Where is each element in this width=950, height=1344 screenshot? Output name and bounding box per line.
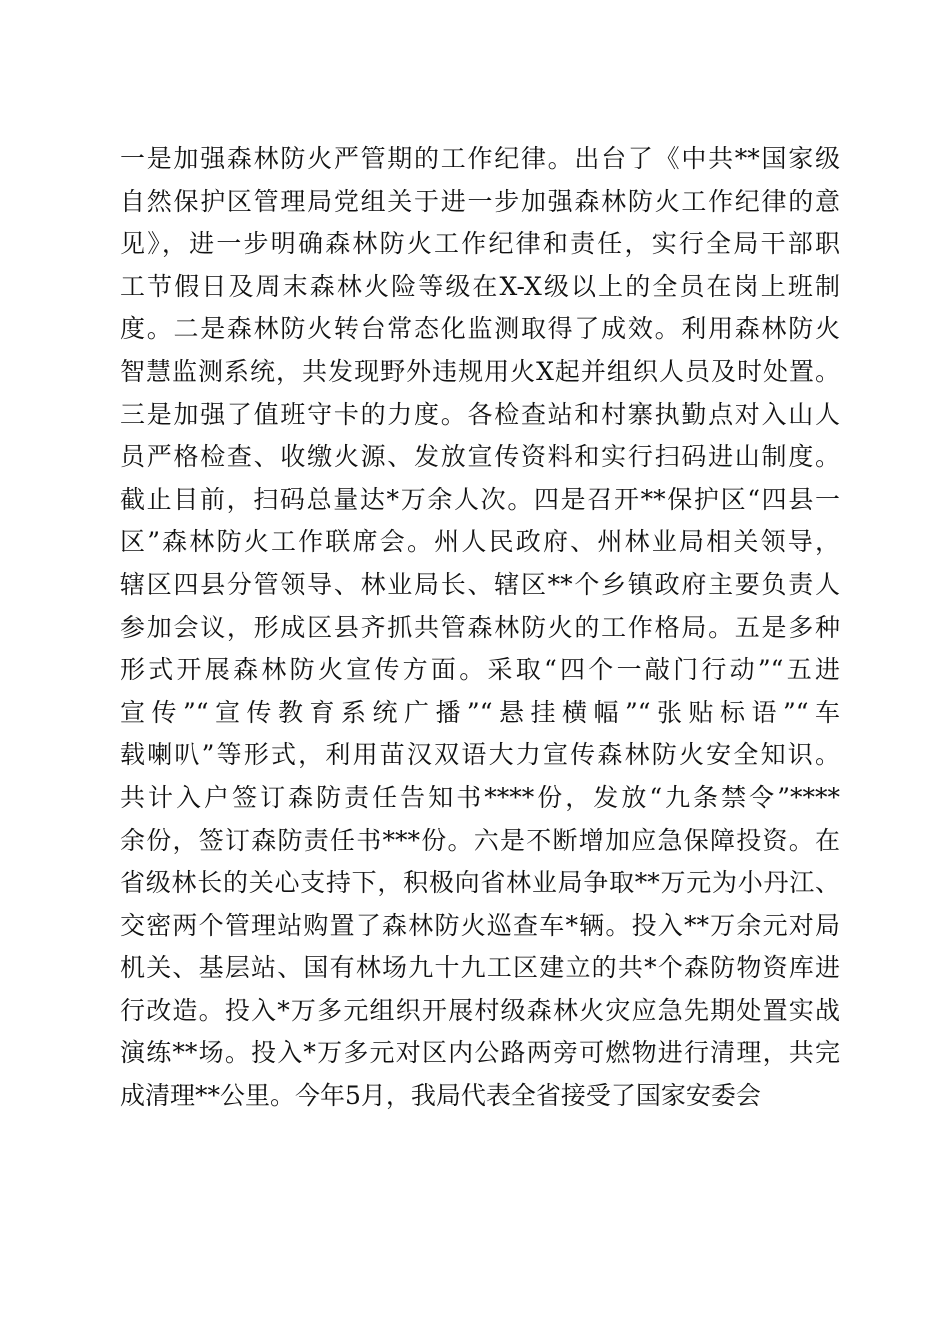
text-line: 截止目前，扫码总量达*万余人次。四是召开**保护区“四县一 xyxy=(120,484,840,514)
text-line: 三是加强了值班守卡的力度。各检查站和村寨执勤点对入山人 xyxy=(120,399,840,429)
text-line: 机关、基层站、国有林场九十九工区建立的共*个森防物资库进 xyxy=(120,953,840,983)
text-line: 自然保护区管理局党组关于进一步加强森林防火工作纪律的意 xyxy=(120,186,840,216)
text-line: 宣传”“宣传教育系统广播”“悬挂横幅”“张贴标语”“车 xyxy=(120,697,840,727)
text-line: 工节假日及周末森林火险等级在X-X级以上的全员在岗上班制 xyxy=(120,271,840,301)
body-paragraph xyxy=(120,138,840,1118)
text-line: 行改造。投入*万多元组织开展村级森林火灾应急先期处置实战 xyxy=(120,995,840,1025)
text-line: 成清理**公里。今年5月，我局代表全省接受了国家安委会 xyxy=(120,1081,761,1111)
text-line: 智慧监测系统，共发现野外违规用火X起并组织人员及时处置。 xyxy=(120,356,840,386)
text-line: 区”森林防火工作联席会。州人民政府、州林业局相关领导， xyxy=(120,527,840,557)
text-line: 演练**场。投入*万多元对区内公路两旁可燃物进行清理，共完 xyxy=(120,1038,840,1068)
text-line: 交密两个管理站购置了森林防火巡查车*辆。投入**万余元对局 xyxy=(120,910,840,940)
text-line: 共计入户签订森防责任告知书****份，发放“九条禁令”**** xyxy=(120,782,840,812)
text-line: 员严格检查、收缴火源、发放宣传资料和实行扫码进山制度。 xyxy=(120,442,840,472)
text-line: 余份，签订森防责任书***份。六是不断增加应急保障投资。在 xyxy=(120,825,840,855)
text-line: 形式开展森林防火宣传方面。采取“四个一敲门行动”“五进 xyxy=(120,655,840,685)
text-line: 度。二是森林防火转台常态化监测取得了成效。利用森林防火 xyxy=(120,314,840,344)
text-line: 辖区四县分管领导、林业局长、辖区**个乡镇政府主要负责人 xyxy=(120,569,840,599)
text-line: 见》，进一步明确森林防火工作纪律和责任，实行全局干部职 xyxy=(120,229,840,259)
text-line: 省级林长的关心支持下，积极向省林业局争取**万元为小丹江、 xyxy=(120,868,840,898)
text-line: 一是加强森林防火严管期的工作纪律。出台了《中共**国家级 xyxy=(120,144,840,173)
text-line: 参加会议，形成区县齐抓共管森林防火的工作格局。五是多种 xyxy=(120,612,840,642)
text-line: 载喇叭”等形式，利用苗汉双语大力宣传森林防火安全知识。 xyxy=(120,740,840,770)
